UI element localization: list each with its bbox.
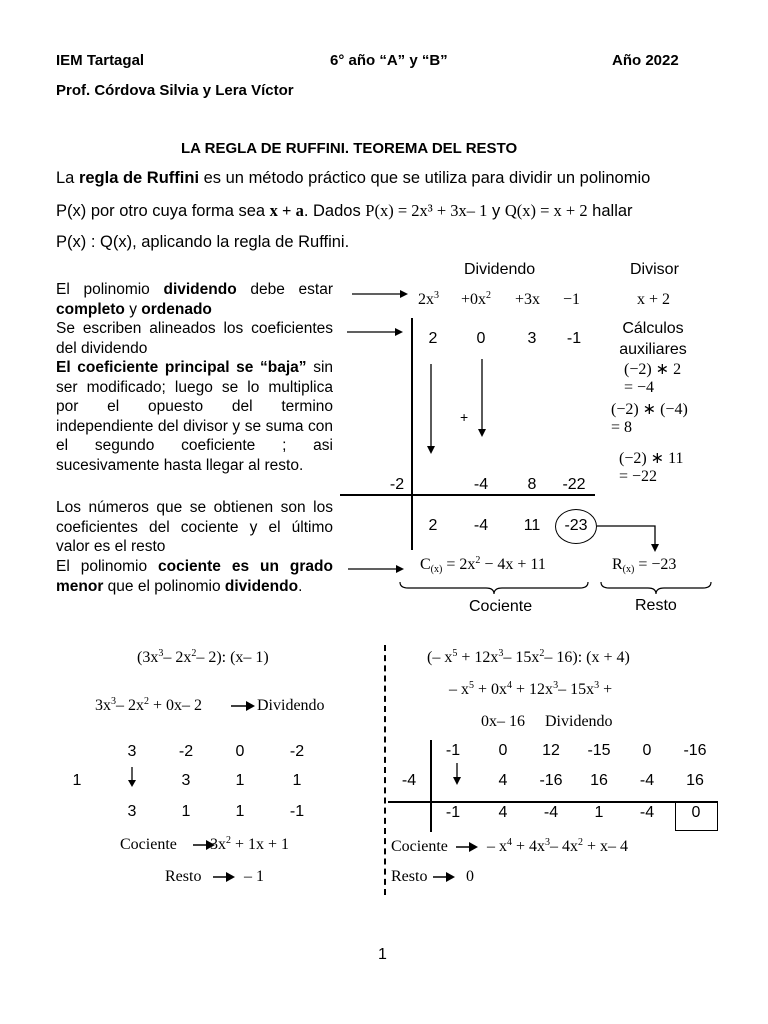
explain-dividend-note: El polinomio dividendo debe estar completo y ordenado (56, 281, 333, 318)
result-coefficient: 3 (127, 803, 137, 820)
product-value: 1 (292, 772, 302, 789)
result-coefficient: 1 (181, 803, 191, 820)
example2-quotient-label: Cociente (391, 838, 448, 855)
divisor-root: -4 (401, 772, 417, 789)
scheme-vertical-line (430, 740, 432, 832)
intro-line-3: P(x) : Q(x), aplicando la regla de Ruffini. (56, 233, 350, 251)
arrow-right-icon (345, 324, 405, 340)
grade-label: 6° año “A” y “B” (330, 52, 448, 69)
dividend-term: +3x (515, 291, 541, 308)
result-coefficient: 4 (498, 804, 508, 821)
example1-remainder: – 1 (244, 868, 264, 885)
coefficient: -1 (445, 742, 461, 759)
coefficient: -1 (566, 330, 582, 347)
arrow-down-icon (451, 762, 463, 786)
dividend-term: −1 (563, 291, 581, 308)
coefficient: 0 (642, 742, 652, 759)
aux-calc-line: (−2) ∗ 11 (619, 450, 684, 467)
scheme-vertical-line (411, 318, 413, 550)
product-value: 3 (181, 772, 191, 789)
scheme-horizontal-line (340, 494, 595, 496)
example1-quotient: $3x^2 + 1x + 1$ (210, 835, 290, 853)
brace-icon (398, 580, 590, 596)
coefficient: 3 (527, 330, 537, 347)
dividend-term: $+0x^2$ (461, 290, 492, 308)
arrow-down-icon (475, 357, 489, 439)
result-coefficient: -4 (639, 804, 655, 821)
arrow-right-icon (346, 561, 406, 577)
result-coefficient: 11 (523, 517, 541, 534)
examples-divider (384, 645, 386, 895)
example2-dividend-line2: 0x– 16 (481, 713, 525, 730)
remainder-formula: $R_{(x)} = -23$ (612, 556, 677, 575)
coefficient: 0 (235, 743, 245, 760)
product-value: -22 (562, 476, 586, 493)
aux-calc-line: = 8 (611, 419, 633, 436)
aux-calc-line: = −22 (619, 468, 658, 485)
arrow-right-icon (432, 870, 456, 884)
aux-calc-title: Cálculos auxiliares (619, 320, 687, 358)
plus-sign: + (460, 409, 469, 425)
dividend-term: $2x^3$ (418, 290, 439, 308)
intro-line-1: La regla de Ruffini es un método práctico que se utiliza para dividir un polinomio (56, 169, 651, 187)
product-value: -4 (473, 476, 489, 493)
divisor-label: Divisor (630, 261, 679, 278)
example1-problem: ($3x^3-$ $2x^2-$ 2): (x– 1) (137, 648, 269, 666)
example2-problem: (– $x^5 + 12x^3-$ $15x^2-$ 16): (x + 4) (427, 648, 630, 666)
scheme-horizontal-line (388, 801, 718, 803)
page-title: LA REGLA DE RUFFINI. TEOREMA DEL RESTO (181, 140, 518, 157)
divisor-value: x + 2 (637, 291, 671, 308)
example1-dividend: $3x^3-$ $2x^2 + 0x-$ 2 (95, 696, 203, 714)
result-coefficient: 1 (235, 803, 245, 820)
divisor-root: 1 (72, 772, 82, 789)
coefficient: 0 (498, 742, 508, 759)
arrow-right-icon (455, 840, 479, 854)
example2-remainder-label: Resto (391, 868, 428, 885)
product-value: 4 (498, 772, 508, 789)
product-value: 1 (235, 772, 245, 789)
result-coefficient: -4 (473, 517, 489, 534)
arrow-right-icon (350, 286, 410, 302)
arrow-down-icon (126, 766, 138, 788)
teachers-label: Prof. Córdova Silvia y Lera Víctor (56, 82, 294, 99)
explain-procedure-note: El coeficiente principal se “baja” sin ser modificado; luego se lo multiplica por el opuesto del termino independiente del divisor y se suma con el segundo coeficiente ; asi sucesivamente hasta llegar al resto. (56, 359, 334, 474)
example1-remainder-label: Resto (165, 868, 202, 885)
explain-result-note: Los números que se obtienen son los coeficientes del cociente y el último valor es el resto (56, 499, 333, 555)
example2-quotient: – $x^4 + 4x^3-$ $4x^2 + x-$ 4 (487, 837, 629, 855)
arrow-down-icon (424, 362, 438, 456)
coefficient: -16 (683, 742, 707, 759)
aux-calc-line: = −4 (624, 379, 655, 396)
explain-degree-note: El polinomio cociente es un grado menor que el polinomio dividendo. (56, 558, 333, 595)
arrow-down-icon (595, 516, 669, 556)
quotient-label: Cociente (469, 598, 533, 615)
quotient-formula: $C_{(x)} = 2x^2 - 4x + 11$ (420, 555, 546, 575)
school-name: IEM Tartagal (56, 52, 145, 69)
explain-align-note: Se escriben alineados los coeficientes del dividendo (56, 320, 333, 357)
example2-remainder: 0 (466, 868, 474, 885)
product-value: -4 (639, 772, 655, 789)
result-coefficient: -1 (445, 804, 461, 821)
divisor-root: -2 (389, 476, 405, 493)
product-value: 16 (590, 772, 608, 789)
product-value: -16 (539, 772, 563, 789)
dividend-label: Dividendo (464, 261, 536, 278)
coefficient: 2 (428, 330, 438, 347)
remainder-value: 0 (691, 804, 701, 821)
example2-dividend-label: Dividendo (545, 713, 613, 730)
page-number: 1 (378, 946, 387, 963)
arrow-right-icon (230, 699, 256, 713)
product-value: 8 (527, 476, 537, 493)
coefficient: -2 (289, 743, 305, 760)
coefficient: -15 (587, 742, 611, 759)
result-coefficient: 1 (594, 804, 604, 821)
year-label: Año 2022 (612, 52, 679, 69)
result-coefficient: 2 (428, 517, 438, 534)
coefficient: -2 (178, 743, 194, 760)
arrow-right-icon (212, 870, 236, 884)
coefficient: 12 (542, 742, 560, 759)
example2-dividend-line1: – $x^5 + 0x^4 + 12x^3-$ $15x^3$ + (449, 680, 613, 698)
coefficient: 3 (127, 743, 137, 760)
aux-calc-line: (−2) ∗ 2 (624, 361, 682, 378)
brace-icon (599, 580, 713, 596)
intro-line-2: P(x) por otro cuya forma sea x + a. Dados P(x) = 2x³ + 3x– 1 y Q(x) = x + 2 hallar (56, 201, 633, 220)
remainder-label: Resto (635, 597, 677, 614)
product-value: 16 (686, 772, 704, 789)
example1-quotient-label: Cociente (120, 836, 177, 853)
aux-calc-line: (−2) ∗ (−4) (611, 401, 688, 418)
remainder-value: -23 (564, 517, 588, 534)
example1-dividend-label: Dividendo (257, 697, 325, 714)
coefficient: 0 (476, 330, 486, 347)
result-coefficient: -1 (289, 803, 305, 820)
result-coefficient: -4 (543, 804, 559, 821)
